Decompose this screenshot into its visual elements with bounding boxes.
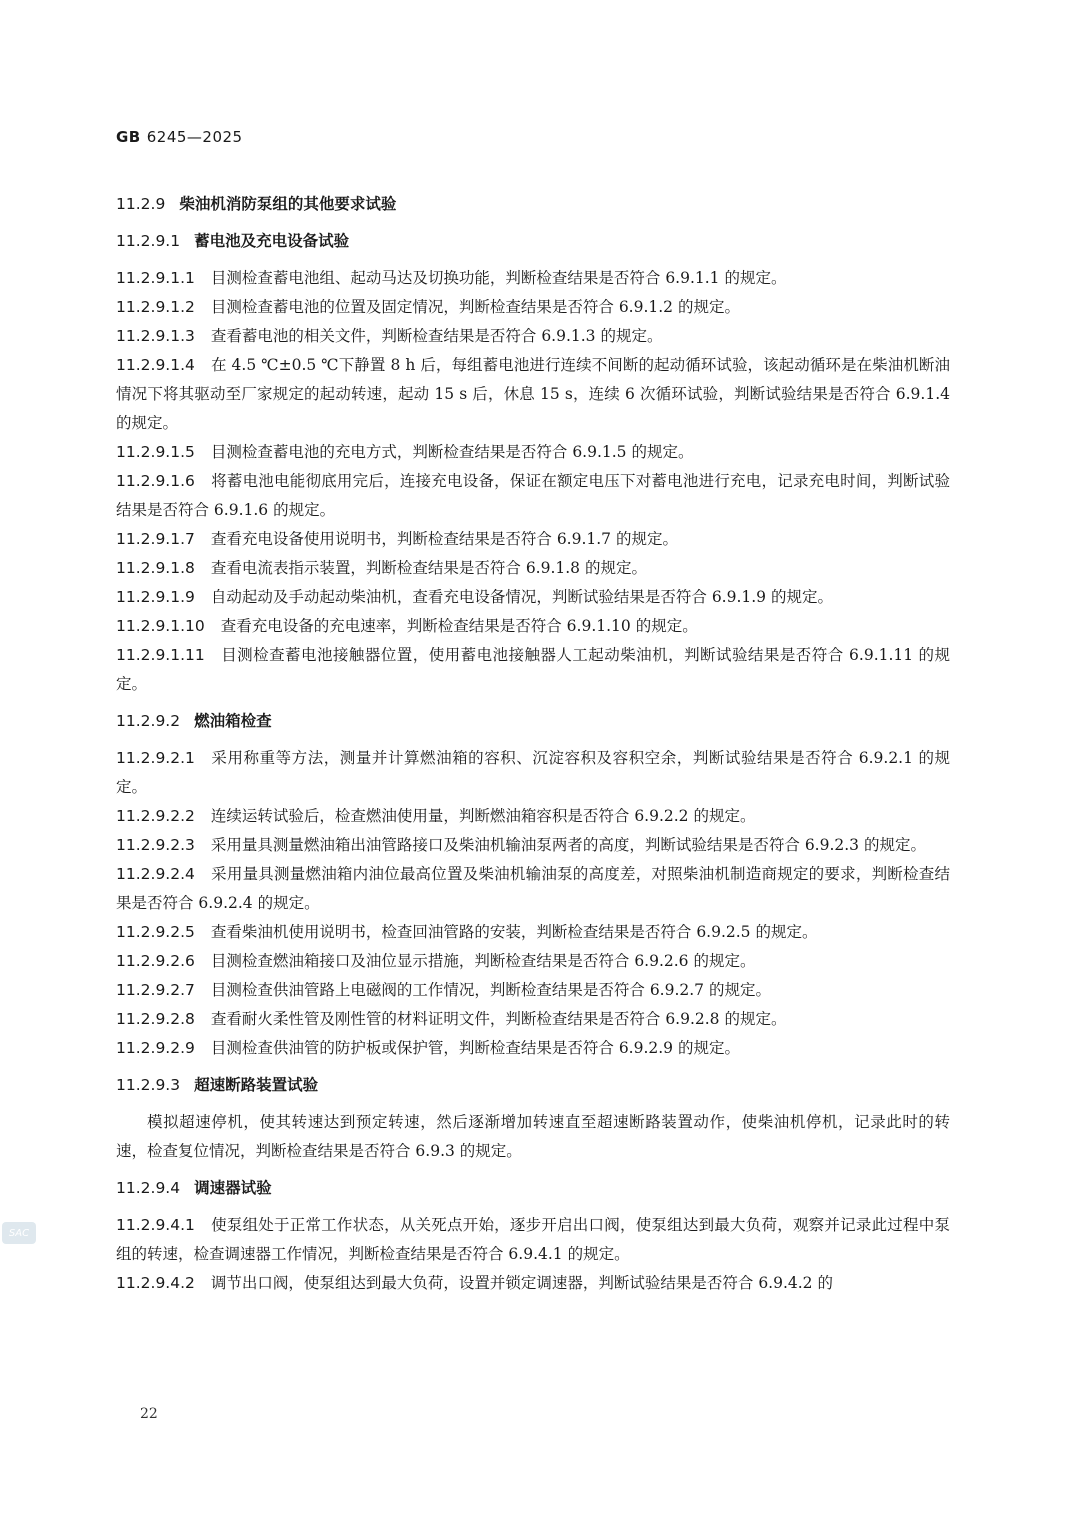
clause-paragraph [116,976,950,1005]
clause-text: 连续运转试验后，检查燃油使用量，判断燃油箱容积是否符合 6.9.2.2 的规定。 [210,807,756,825]
clause-paragraph [116,322,950,351]
clause-number: 11.2.9.1.3 [116,327,195,345]
section-heading [116,190,950,219]
clause-paragraph [116,583,950,612]
clause-number: 11.2.9.2.5 [116,923,195,941]
clause-number: 11.2.9.1.11 [116,646,205,664]
standard-prefix: GB [116,128,141,146]
section-title: 蓄电池及充电设备试验 [194,232,350,250]
section-heading [116,1174,950,1203]
section-title: 调速器试验 [194,1179,272,1197]
clause-text: 查看充电设备使用说明书，判断检查结果是否符合 6.9.1.7 的规定。 [210,530,678,548]
clause-text: 将蓄电池电能彻底用完后，连接充电设备，保证在额定电压下对蓄电池进行充电，记录充电时间，判断试验结果是否符合 6.9.1.6 的规定。 [116,472,950,519]
clause-number: 11.2.9.1.1 [116,269,195,287]
clause-paragraph [116,1211,950,1269]
clause-text: 使泵组处于正常工作状态，从关死点开始，逐步开启出口阀，使泵组达到最大负荷，观察并记录此过程中泵组的转速，检查调速器工作情况，判断检查结果是否符合 6.9.4.1 的规定。 [116,1216,950,1263]
clause-number: 11.2.9.1.5 [116,443,195,461]
clause-paragraph [116,554,950,583]
clause-number: 11.2.9.1.10 [116,617,205,635]
clause-paragraph [116,918,950,947]
section-number: 11.2.9.2 [116,712,181,730]
clause-paragraph [116,860,950,918]
clause-text: 在 4.5 ℃±0.5 ℃下静置 8 h 后，每组蓄电池进行连续不间断的起动循环试验，该起动循环是在柴油机断油情况下将其驱动至厂家规定的起动转速，起动 15 s 后，休息 15 s，连续 6 次循环试验，判断试验结果是否符合 6.9.1.4 的规定。 [116,356,950,432]
clause-number: 11.2.9.1.9 [116,588,195,606]
body-paragraph: 模拟超速停机，使其转速达到预定转速，然后逐渐增加转速直至超速断路装置动作，使柴油机停机，记录此时的转速，检查复位情况，判断检查结果是否符合 6.9.3 的规定。 [116,1113,950,1160]
clause-paragraph [116,467,950,525]
clause-paragraph [116,1034,950,1063]
section-title: 燃油箱检查 [194,712,272,730]
clause-number: 11.2.9.4.2 [116,1274,195,1292]
section-number: 11.2.9.1 [116,232,181,250]
clause-text: 目测检查蓄电池的充电方式，判断检查结果是否符合 6.9.1.5 的规定。 [210,443,694,461]
clause-text: 目测检查蓄电池组、起动马达及切换功能，判断检查结果是否符合 6.9.1.1 的规定。 [210,269,787,287]
clause-text: 查看柴油机使用说明书，检查回油管路的安装，判断检查结果是否符合 6.9.2.5 的规定。 [210,923,818,941]
clause-number: 11.2.9.2.9 [116,1039,195,1057]
clause-paragraph [116,641,950,699]
section-heading [116,1071,950,1100]
clause-text: 目测检查蓄电池接触器位置，使用蓄电池接触器人工起动柴油机，判断试验结果是否符合 6.9.1.11 的规定。 [116,646,950,693]
section-heading [116,227,950,256]
document-header [116,128,243,146]
clause-text: 目测检查供油管的防护板或保护管，判断检查结果是否符合 6.9.2.9 的规定。 [210,1039,740,1057]
sac-watermark-logo: SAC [2,1222,36,1244]
clause-paragraph [116,802,950,831]
clause-paragraph [116,1005,950,1034]
clause-number: 11.2.9.2.2 [116,807,195,825]
clause-number: 11.2.9.2.6 [116,952,195,970]
clause-paragraph [116,947,950,976]
clause-paragraph [116,351,950,438]
clause-paragraph [116,525,950,554]
standard-code: 6245—2025 [146,128,243,146]
clause-text: 采用称重等方法，测量并计算燃油箱的容积、沉淀容积及容积空余，判断试验结果是否符合 6.9.2.1 的规定。 [116,749,950,796]
clause-number: 11.2.9.2.4 [116,865,195,883]
clause-paragraph [116,744,950,802]
clause-paragraph [116,831,950,860]
clause-number: 11.2.9.2.3 [116,836,195,854]
section-title: 超速断路装置试验 [194,1076,319,1094]
section-heading [116,707,950,736]
clause-number: 11.2.9.2.1 [116,749,195,767]
clause-number: 11.2.9.1.4 [116,356,195,374]
clause-paragraph [116,612,950,641]
clause-paragraph [116,293,950,322]
clause-text: 查看电流表指示装置，判断检查结果是否符合 6.9.1.8 的规定。 [210,559,647,577]
clause-text: 目测检查蓄电池的位置及固定情况，判断检查结果是否符合 6.9.1.2 的规定。 [210,298,740,316]
clause-text: 目测检查燃油箱接口及油位显示措施，判断检查结果是否符合 6.9.2.6 的规定。 [210,952,756,970]
clause-text: 调节出口阀，使泵组达到最大负荷，设置并锁定调速器，判断试验结果是否符合 6.9.4.2 的 [210,1274,833,1292]
clause-text: 采用量具测量燃油箱内油位最高位置及柴油机输油泵的高度差，对照柴油机制造商规定的要求，判断检查结果是否符合 6.9.2.4 的规定。 [116,865,950,912]
clause-number: 11.2.9.2.8 [116,1010,195,1028]
clause-number: 11.2.9.2.7 [116,981,195,999]
clause-number: 11.2.9.1.7 [116,530,195,548]
clause-number: 11.2.9.1.8 [116,559,195,577]
clause-number: 11.2.9.4.1 [116,1216,195,1234]
clause-text: 目测检查供油管路上电磁阀的工作情况，判断检查结果是否符合 6.9.2.7 的规定。 [210,981,771,999]
clause-text: 自动起动及手动起动柴油机，查看充电设备情况，判断试验结果是否符合 6.9.1.9 的规定。 [210,588,833,606]
clause-text: 采用量具测量燃油箱出油管路接口及柴油机输油泵两者的高度，判断试验结果是否符合 6.9.2.3 的规定。 [210,836,926,854]
clause-text: 查看充电设备的充电速率，判断检查结果是否符合 6.9.1.10 的规定。 [220,617,698,635]
section-number: 11.2.9.3 [116,1076,181,1094]
clause-paragraph [116,264,950,293]
section-number: 11.2.9.4 [116,1179,181,1197]
clause-number: 11.2.9.1.6 [116,472,195,490]
clause-text: 查看蓄电池的相关文件，判断检查结果是否符合 6.9.1.3 的规定。 [210,327,663,345]
clause-text: 查看耐火柔性管及刚性管的材料证明文件，判断检查结果是否符合 6.9.2.8 的规定。 [210,1010,787,1028]
section-title: 柴油机消防泵组的其他要求试验 [179,195,397,213]
page-number: 22 [140,1406,158,1422]
clause-number: 11.2.9.1.2 [116,298,195,316]
clause-paragraph [116,1269,950,1298]
document-body [116,190,950,1298]
section-number: 11.2.9 [116,195,166,213]
clause-paragraph [116,438,950,467]
